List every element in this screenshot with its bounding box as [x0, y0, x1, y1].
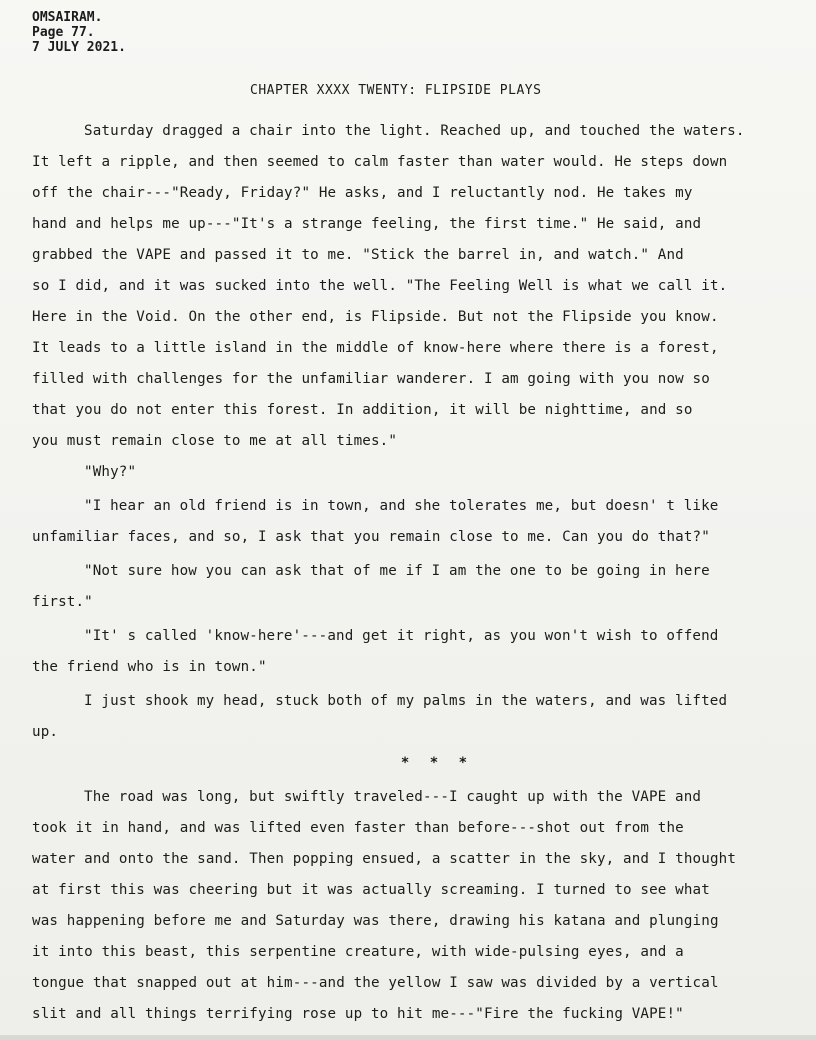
page-date: 7 JULY 2021. [32, 40, 126, 55]
text-line: tongue that snapped out at him---and the yellow I saw was divided by a vertical [32, 975, 719, 991]
text-line: filled with challenges for the unfamiliar wanderer. I am going with you now so [32, 371, 710, 387]
text-line: The road was long, but swiftly traveled---I caught up with the VAPE and [84, 789, 702, 805]
text-line: Here in the Void. On the other end, is Flipside. But not the Flipside you know. [32, 309, 719, 325]
text-line: took it in hand, and was lifted even faster than before---shot out from the [32, 820, 684, 836]
text-line: that you do not enter this forest. In addition, it will be nighttime, and so [32, 402, 693, 418]
text-line: at first this was cheering but it was actually screaming. I turned to see what [32, 882, 710, 898]
text-line: the friend who is in town." [32, 659, 267, 675]
text-line: it into this beast, this serpentine creature, with wide-pulsing eyes, and a [32, 944, 684, 960]
text-line: grabbed the VAPE and passed it to me. "Stick the barrel in, and watch." And [32, 247, 684, 263]
text-line: first." [32, 594, 93, 610]
text-line: so I did, and it was sucked into the well. "The Feeling Well is what we call it. [32, 278, 728, 294]
page-bottom-edge [0, 1035, 816, 1040]
header-title: OMSAIRAM. [32, 10, 103, 25]
manuscript-body [32, 116, 812, 1030]
text-line: slit and all things terrifying rose up to hit me---"Fire the fucking VAPE!" [32, 1006, 684, 1022]
text-line: "Not sure how you can ask that of me if I am the one to be going in here [84, 563, 710, 579]
text-line: you must remain close to me at all times." [32, 433, 398, 449]
text-line: Saturday dragged a chair into the light. Reached up, and touched the waters. [84, 123, 745, 139]
text-line: off the chair---"Ready, Friday?" He asks, and I reluctantly nod. He takes my [32, 185, 693, 201]
text-line: It leads to a little island in the middle of know-here where there is a forest, [32, 340, 719, 356]
text-line: up. [32, 724, 59, 740]
chapter-title: CHAPTER XXXX TWENTY: FLIPSIDE PLAYS [250, 83, 542, 98]
page-header [32, 10, 126, 55]
text-line: "Why?" [84, 464, 137, 480]
text-line: water and onto the sand. Then popping ensued, a scatter in the sky, and I thought [32, 851, 737, 867]
text-line: It left a ripple, and then seemed to calm faster than water would. He steps down [32, 154, 728, 170]
text-line: hand and helps me up---"It's a strange feeling, the first time." He said, and [32, 216, 702, 232]
scene-break: * * * [400, 755, 474, 771]
page-number: Page 77. [32, 25, 95, 40]
text-line: "I hear an old friend is in town, and she tolerates me, but doesn' t like [84, 498, 719, 514]
text-line: unfamiliar faces, and so, I ask that you remain close to me. Can you do that?" [32, 529, 710, 545]
text-line: I just shook my head, stuck both of my palms in the waters, and was lifted [84, 693, 728, 709]
text-line: was happening before me and Saturday was there, drawing his katana and plunging [32, 913, 719, 929]
text-line: "It' s called 'know-here'---and get it right, as you won't wish to offend [84, 628, 719, 644]
